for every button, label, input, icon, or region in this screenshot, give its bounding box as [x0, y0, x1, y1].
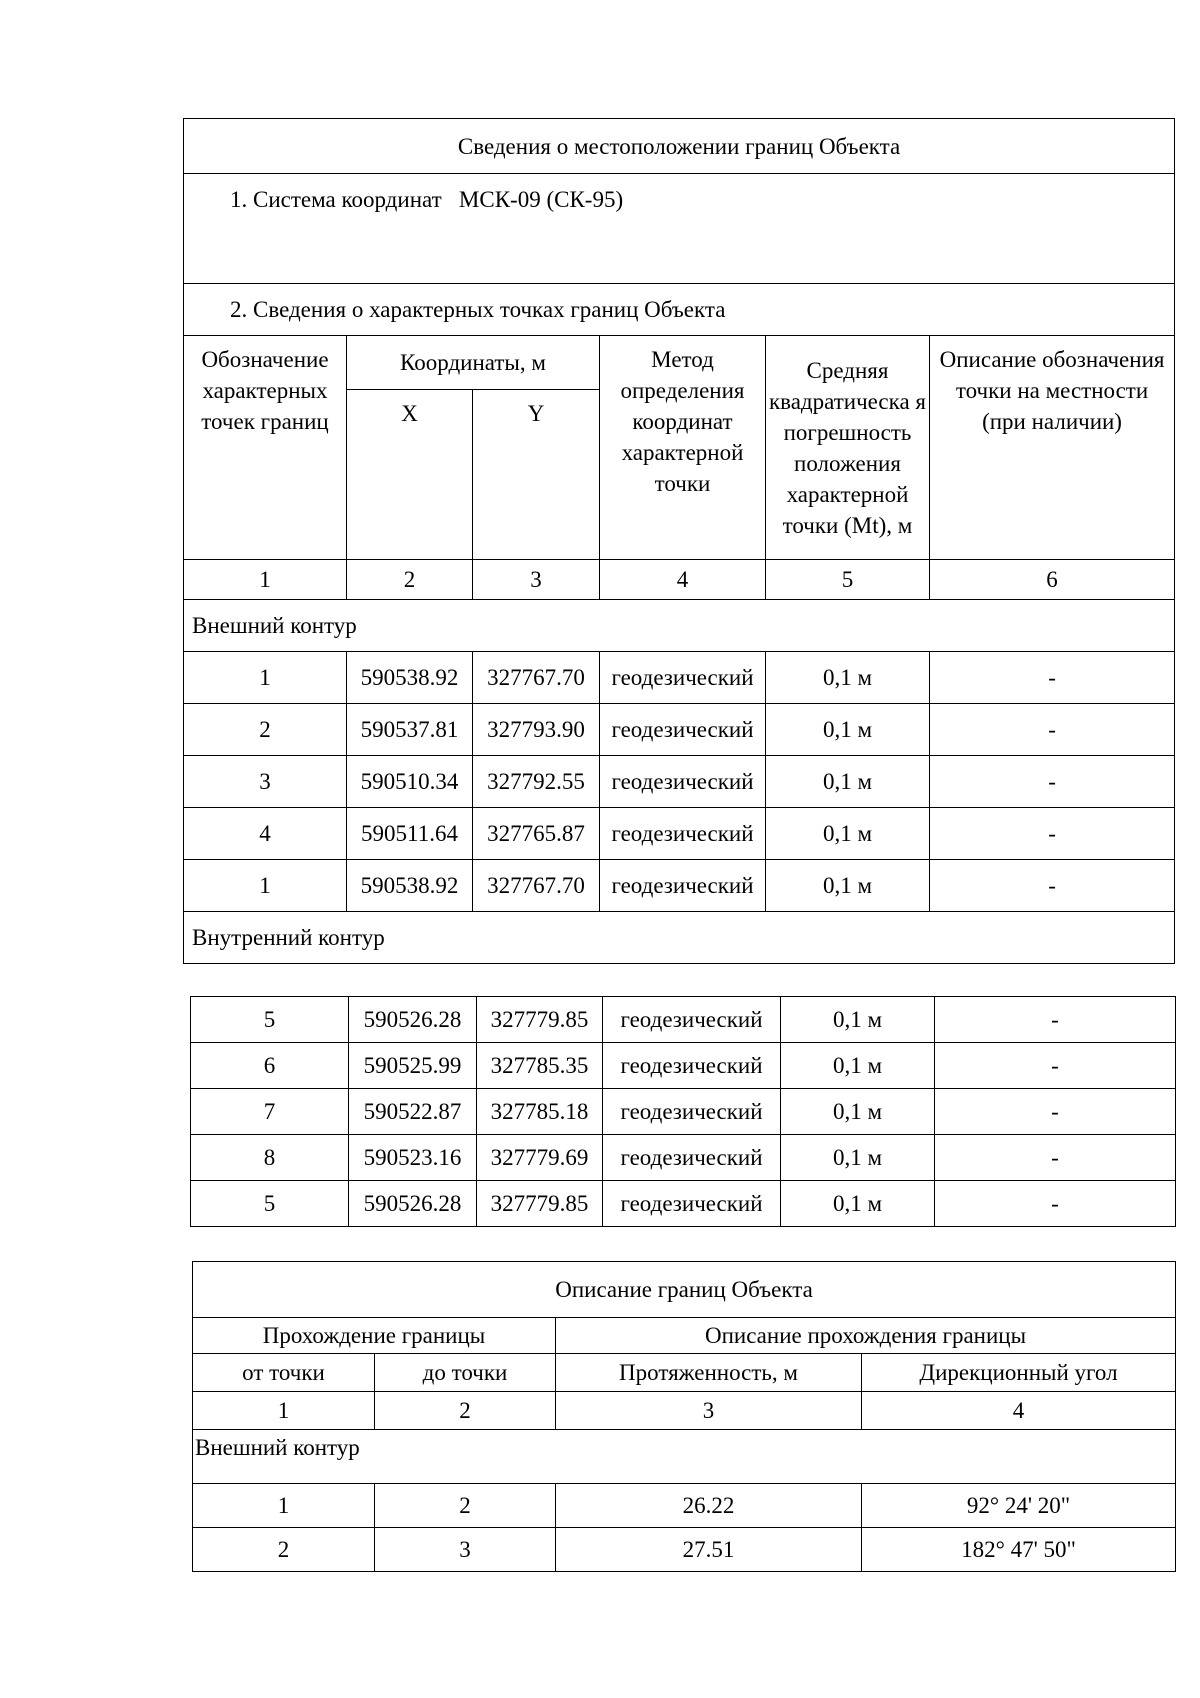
coord-y: 327779.69 — [477, 1135, 603, 1181]
coord-x: 590538.92 — [347, 652, 473, 704]
coord-x: 590510.34 — [347, 756, 473, 808]
header-y: Y — [473, 390, 600, 560]
error: 0,1 м — [766, 704, 930, 756]
coord-system-value: МСК-09 (СК-95) — [458, 187, 624, 212]
coord-y: 327779.85 — [477, 1181, 603, 1227]
method: геодезический — [603, 1181, 781, 1227]
column-number: 1 — [184, 560, 347, 600]
table-row — [184, 652, 1175, 704]
column-number: 3 — [473, 560, 600, 600]
error: 0,1 м — [766, 756, 930, 808]
column-number: 6 — [930, 560, 1175, 600]
coord-y: 327767.70 — [473, 652, 600, 704]
passage-desc-header: Описание прохождения границы — [556, 1318, 1176, 1354]
coord-x: 590526.28 — [349, 1181, 477, 1227]
coord-y: 327792.55 — [473, 756, 600, 808]
coord-x: 590526.28 — [349, 997, 477, 1043]
header-description: Описание обозначения точки на местности (при наличии) — [930, 336, 1175, 560]
inner-contour-label: Внутренний контур — [184, 912, 1175, 964]
boundary-table — [192, 1261, 1176, 1572]
description: - — [930, 860, 1175, 912]
method: геодезический — [600, 704, 766, 756]
coord-y: 327785.35 — [477, 1043, 603, 1089]
description: - — [935, 1135, 1176, 1181]
coord-x: 590523.16 — [349, 1135, 477, 1181]
point-number: 6 — [191, 1043, 349, 1089]
table-row — [184, 808, 1175, 860]
coord-x: 590522.87 — [349, 1089, 477, 1135]
table-row — [191, 1043, 1176, 1089]
method: геодезический — [603, 1043, 781, 1089]
to-point-header: до точки — [375, 1354, 556, 1392]
point-number: 5 — [191, 997, 349, 1043]
method: геодезический — [600, 808, 766, 860]
length-header: Протяженность, м — [556, 1354, 862, 1392]
bearing: 182° 47' 50" — [862, 1528, 1176, 1572]
table-row — [193, 1528, 1176, 1572]
coord-y: 327779.85 — [477, 997, 603, 1043]
method: геодезический — [603, 997, 781, 1043]
method: геодезический — [603, 1089, 781, 1135]
description: - — [930, 704, 1175, 756]
outer-contour-label: Внешний контур — [184, 600, 1175, 652]
point-number: 1 — [184, 652, 347, 704]
from-point-header: от точки — [193, 1354, 375, 1392]
description: - — [930, 808, 1175, 860]
table-row — [191, 1135, 1176, 1181]
location-table — [183, 118, 1175, 964]
description: - — [935, 997, 1176, 1043]
error: 0,1 м — [781, 1135, 935, 1181]
description: - — [935, 1043, 1176, 1089]
table-row — [184, 704, 1175, 756]
point-number: 5 — [191, 1181, 349, 1227]
boundary-table-title: Описание границ Объекта — [193, 1262, 1176, 1318]
length: 26.22 — [556, 1484, 862, 1528]
coord-x: 590538.92 — [347, 860, 473, 912]
error: 0,1 м — [781, 1089, 935, 1135]
point-number: 1 — [184, 860, 347, 912]
coord-x: 590511.64 — [347, 808, 473, 860]
error: 0,1 м — [781, 997, 935, 1043]
location-table-title: Сведения о местоположении границ Объекта — [184, 119, 1175, 174]
coord-y: 327785.18 — [477, 1089, 603, 1135]
coord-system-label: 1. Система координат — [230, 187, 442, 212]
point-number: 8 — [191, 1135, 349, 1181]
table-row — [191, 997, 1176, 1043]
column-number: 2 — [375, 1392, 556, 1430]
passage-header: Прохождение границы — [193, 1318, 556, 1354]
point-number: 2 — [184, 704, 347, 756]
method: геодезический — [600, 860, 766, 912]
table-row — [191, 1089, 1176, 1135]
table-row — [184, 860, 1175, 912]
table-row — [193, 1484, 1176, 1528]
header-coordinates: Координаты, м — [347, 336, 600, 390]
error: 0,1 м — [766, 860, 930, 912]
table-row — [191, 1181, 1176, 1227]
error: 0,1 м — [766, 808, 930, 860]
description: - — [935, 1089, 1176, 1135]
inner-points-table — [190, 996, 1176, 1227]
column-number: 5 — [766, 560, 930, 600]
table-row — [184, 756, 1175, 808]
coord-y: 327793.90 — [473, 704, 600, 756]
length: 27.51 — [556, 1528, 862, 1572]
header-error: Средняя квадратическа я погрешность положения характерной точки (Mt), м — [766, 336, 930, 560]
coord-y: 327765.87 — [473, 808, 600, 860]
header-method: Метод определения координат характерной точки — [600, 336, 766, 560]
description: - — [930, 652, 1175, 704]
column-number: 4 — [600, 560, 766, 600]
description: - — [930, 756, 1175, 808]
to-point: 3 — [375, 1528, 556, 1572]
coord-x: 590525.99 — [349, 1043, 477, 1089]
column-number: 4 — [862, 1392, 1176, 1430]
coord-x: 590537.81 — [347, 704, 473, 756]
to-point: 2 — [375, 1484, 556, 1528]
column-number: 2 — [347, 560, 473, 600]
method: геодезический — [600, 652, 766, 704]
method: геодезический — [600, 756, 766, 808]
bearing: 92° 24' 20" — [862, 1484, 1176, 1528]
header-designation: Обозначение характерных точек границ — [184, 336, 347, 560]
method: геодезический — [603, 1135, 781, 1181]
error: 0,1 м — [781, 1181, 935, 1227]
bearing-header: Дирекционный угол — [862, 1354, 1176, 1392]
coord-y: 327767.70 — [473, 860, 600, 912]
column-number-row — [193, 1392, 1176, 1430]
point-number: 4 — [184, 808, 347, 860]
from-point: 1 — [193, 1484, 375, 1528]
point-number: 7 — [191, 1089, 349, 1135]
column-number-row — [184, 560, 1175, 600]
description: - — [935, 1181, 1176, 1227]
boundary-outer-contour-label: Внешний контур — [193, 1430, 1176, 1484]
error: 0,1 м — [781, 1043, 935, 1089]
from-point: 2 — [193, 1528, 375, 1572]
error: 0,1 м — [766, 652, 930, 704]
header-x: X — [347, 390, 473, 560]
column-number: 1 — [193, 1392, 375, 1430]
points-section-title: 2. Сведения о характерных точках границ Объекта — [184, 284, 1175, 336]
point-number: 3 — [184, 756, 347, 808]
column-number: 3 — [556, 1392, 862, 1430]
coord-system-row — [184, 174, 1175, 284]
